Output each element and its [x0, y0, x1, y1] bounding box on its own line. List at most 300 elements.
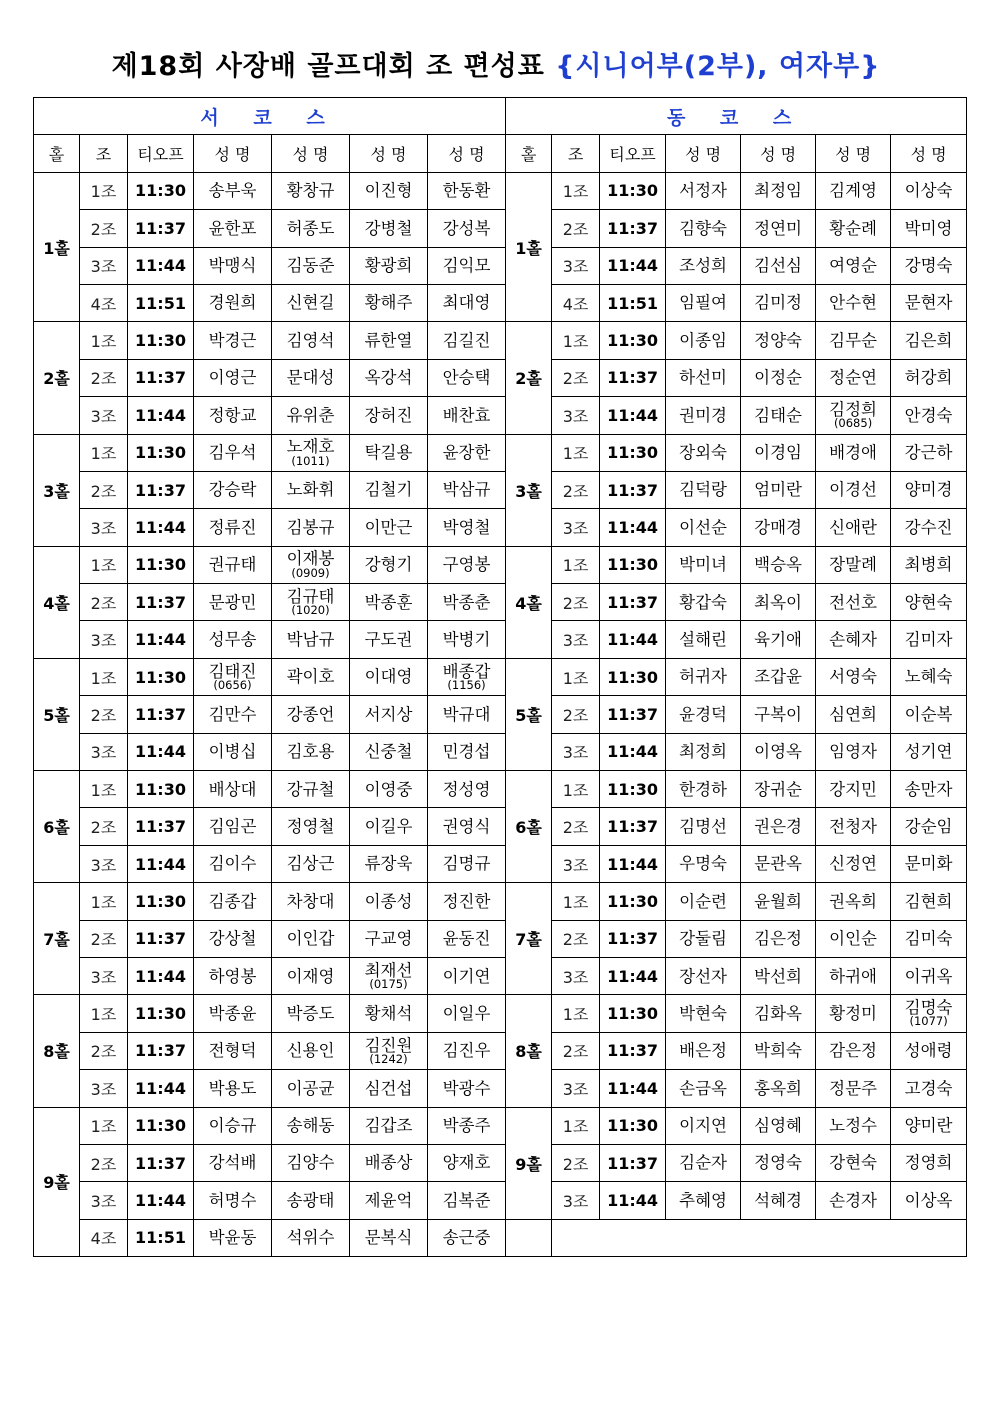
table-row: [34, 771, 967, 808]
east-group-cell: 3조: [552, 247, 600, 284]
west-player-cell: [194, 771, 272, 808]
west-player-cell: [272, 584, 350, 621]
east-hole-cell: 7홀: [506, 883, 552, 995]
player-name: 정진한: [442, 891, 491, 911]
player-name: 윤월희: [754, 891, 802, 911]
east-course-label: 동 코 스: [506, 98, 967, 135]
west-player-cell: [272, 957, 350, 994]
west-player-cell: [272, 1182, 350, 1219]
table-row: [34, 995, 967, 1032]
east-tee-time: 11:51: [600, 284, 666, 321]
west-player-cell: [194, 584, 272, 621]
east-tee-time: 11:37: [600, 808, 666, 845]
player-name: 강형기: [364, 555, 413, 575]
west-player-cell: [428, 584, 506, 621]
west-header-name-3: 성 명: [350, 135, 428, 172]
east-group-cell: 1조: [552, 1107, 600, 1144]
roster-body: [34, 98, 967, 1257]
east-player-cell: [666, 808, 741, 845]
east-hole-cell: 9홀: [506, 1107, 552, 1219]
east-group-cell: 3조: [552, 957, 600, 994]
east-player-cell: [741, 1182, 816, 1219]
west-player-cell: [350, 434, 428, 471]
player-name: 김미숙: [904, 929, 953, 949]
west-player-cell: [350, 172, 428, 209]
east-hole-cell: 1홀: [506, 172, 552, 322]
east-player-cell: [816, 771, 891, 808]
east-player-cell: [891, 995, 967, 1032]
west-player-cell: [428, 658, 506, 695]
west-player-cell: [272, 1219, 350, 1256]
east-player-cell: [816, 995, 891, 1032]
west-player-cell: [428, 434, 506, 471]
player-id: (1020): [291, 603, 330, 618]
east-player-cell: [666, 359, 741, 396]
west-tee-time: 11:51: [128, 284, 194, 321]
player-name: 한경하: [679, 779, 727, 799]
player-name: 이재영: [286, 966, 335, 986]
west-player-cell: [194, 658, 272, 695]
player-name: 엄미란: [754, 480, 802, 500]
player-name: 양재호: [442, 1153, 491, 1173]
player-name: 류한열: [364, 330, 413, 350]
east-group-cell: 1조: [552, 658, 600, 695]
west-player-cell: [194, 995, 272, 1032]
table-row: [34, 621, 967, 658]
player-name: 노정수: [829, 1116, 877, 1136]
east-player-cell: [741, 771, 816, 808]
west-player-cell: [350, 733, 428, 770]
player-name: 임필여: [679, 293, 727, 313]
east-tee-time: 11:30: [600, 322, 666, 359]
title-division: {시니어부(2부), 여자부}: [555, 51, 881, 82]
west-player-cell: [272, 397, 350, 434]
east-hole-cell: 6홀: [506, 771, 552, 883]
west-player-cell: [350, 808, 428, 845]
player-name: 권은경: [754, 816, 802, 836]
player-name: 박현숙: [679, 1003, 727, 1023]
player-name: 황해주: [364, 293, 413, 313]
table-row: [34, 1070, 967, 1107]
west-tee-time: 11:37: [128, 1032, 194, 1069]
west-player-cell: [272, 771, 350, 808]
west-hole-cell: 8홀: [34, 995, 80, 1107]
east-player-cell: [891, 808, 967, 845]
player-name: 김미자: [904, 630, 953, 649]
west-player-cell: [194, 845, 272, 882]
west-hole-cell: 6홀: [34, 771, 80, 883]
player-name: 석혜경: [754, 1190, 802, 1210]
player-name: 박영철: [442, 517, 491, 537]
player-name: 박선희: [754, 966, 802, 986]
table-row: [34, 883, 967, 920]
east-tee-time: 11:37: [600, 920, 666, 957]
east-player-cell: [816, 883, 891, 920]
player-name: 양미경: [904, 480, 953, 500]
east-player-cell: [816, 1032, 891, 1069]
east-player-cell: [816, 621, 891, 658]
west-player-cell: [194, 1107, 272, 1144]
east-player-cell: [891, 1144, 967, 1181]
west-player-cell: [350, 210, 428, 247]
player-name: 윤장한: [442, 443, 491, 463]
east-player-cell: [816, 733, 891, 770]
table-row: [34, 696, 967, 733]
west-player-cell: [194, 1219, 272, 1256]
table-row: [34, 210, 967, 247]
player-name: 장말례: [829, 555, 877, 575]
west-player-cell: [428, 1032, 506, 1069]
east-player-cell: [816, 920, 891, 957]
player-name: 배종상: [364, 1153, 413, 1173]
east-player-cell: [666, 696, 741, 733]
player-name: 박윤동: [208, 1228, 257, 1248]
west-hole-cell: 3홀: [34, 434, 80, 546]
table-row: [34, 658, 967, 695]
east-tee-time: 11:44: [600, 247, 666, 284]
player-name: 정연미: [754, 218, 802, 238]
east-player-cell: [666, 509, 741, 546]
west-group-cell: 2조: [80, 696, 128, 733]
player-name: 문복식: [364, 1228, 413, 1248]
east-player-cell: [891, 1070, 967, 1107]
player-name: 이기연: [442, 966, 491, 986]
west-player-cell: [194, 210, 272, 247]
east-player-cell: [816, 1107, 891, 1144]
player-name: 심연희: [829, 704, 877, 724]
player-name: 강종언: [286, 704, 335, 724]
east-player-cell: [741, 920, 816, 957]
west-player-cell: [194, 322, 272, 359]
east-player-cell: [891, 359, 967, 396]
east-player-cell: [891, 733, 967, 770]
east-player-cell: [891, 284, 967, 321]
east-group-cell: 1조: [552, 995, 600, 1032]
east-player-cell: [891, 696, 967, 733]
player-name: 이인순: [829, 929, 877, 949]
west-player-cell: [428, 471, 506, 508]
east-player-cell: [666, 658, 741, 695]
east-hole-cell: 8홀: [506, 995, 552, 1107]
west-group-cell: 3조: [80, 397, 128, 434]
east-player-cell: [741, 883, 816, 920]
west-tee-time: 11:44: [128, 509, 194, 546]
player-name: 김선심: [754, 256, 802, 276]
west-group-cell: 2조: [80, 1144, 128, 1181]
east-header-hole: 홀: [506, 135, 552, 172]
east-player-cell: [741, 1144, 816, 1181]
player-name: 신중철: [364, 742, 413, 762]
east-header-group: 조: [552, 135, 600, 172]
player-name: 차창대: [286, 891, 335, 911]
east-player-cell: [891, 771, 967, 808]
west-player-cell: [428, 1182, 506, 1219]
west-player-cell: [350, 471, 428, 508]
west-player-cell: [350, 397, 428, 434]
player-name: 성애령: [904, 1041, 953, 1061]
player-name: 김정희: [829, 399, 877, 419]
player-name: 정영철: [286, 816, 335, 836]
east-tee-time: 11:30: [600, 1107, 666, 1144]
player-id: (1242): [369, 1051, 408, 1066]
west-hole-cell: 9홀: [34, 1107, 80, 1257]
west-tee-time: 11:37: [128, 359, 194, 396]
table-row: [34, 1219, 967, 1256]
player-name: 박미영: [904, 218, 953, 238]
player-name: 윤한포: [208, 218, 257, 238]
east-empty-cell: [506, 1219, 552, 1256]
east-player-cell: [891, 1107, 967, 1144]
west-player-cell: [272, 808, 350, 845]
west-player-cell: [194, 808, 272, 845]
table-row: [34, 172, 967, 209]
player-name: 전청자: [829, 816, 877, 836]
west-group-cell: 1조: [80, 172, 128, 209]
west-player-cell: [272, 1032, 350, 1069]
player-name: 정양숙: [754, 330, 802, 350]
east-player-cell: [816, 658, 891, 695]
player-name: 김종갑: [208, 891, 257, 911]
west-player-cell: [350, 247, 428, 284]
west-player-cell: [428, 995, 506, 1032]
west-player-cell: [272, 658, 350, 695]
west-header-name-2: 성 명: [272, 135, 350, 172]
west-player-cell: [272, 509, 350, 546]
table-row: [34, 733, 967, 770]
west-player-cell: [428, 621, 506, 658]
player-name: 황광희: [364, 256, 413, 276]
east-group-cell: 1조: [552, 883, 600, 920]
player-id: (1156): [447, 677, 486, 692]
east-group-cell: 2조: [552, 210, 600, 247]
west-player-cell: [272, 696, 350, 733]
east-player-cell: [741, 957, 816, 994]
player-name: 박미녀: [679, 555, 727, 575]
west-player-cell: [194, 247, 272, 284]
table-row: [34, 247, 967, 284]
table-row: [34, 957, 967, 994]
player-name: 송만자: [904, 779, 953, 799]
player-name: 송부욱: [208, 181, 257, 201]
table-row: [34, 808, 967, 845]
east-player-cell: [891, 1182, 967, 1219]
west-player-cell: [272, 883, 350, 920]
east-player-cell: [741, 172, 816, 209]
east-player-cell: [666, 584, 741, 621]
player-name: 윤경덕: [679, 704, 727, 724]
east-player-cell: [816, 1182, 891, 1219]
east-player-cell: [816, 509, 891, 546]
player-name: 이영근: [208, 368, 257, 388]
west-hole-cell: 7홀: [34, 883, 80, 995]
player-name: 김봉규: [286, 517, 335, 537]
west-player-cell: [350, 1144, 428, 1181]
player-name: 육기애: [754, 630, 802, 649]
west-player-cell: [272, 920, 350, 957]
player-name: 허명수: [208, 1190, 257, 1210]
west-player-cell: [194, 172, 272, 209]
west-course-label: 서 코 스: [34, 98, 506, 135]
west-player-cell: [428, 845, 506, 882]
player-name: 이영옥: [754, 742, 802, 762]
west-tee-time: 11:44: [128, 957, 194, 994]
west-group-cell: 1조: [80, 546, 128, 583]
player-name: 유위춘: [286, 405, 335, 425]
east-player-cell: [816, 1070, 891, 1107]
west-tee-time: 11:37: [128, 808, 194, 845]
west-player-cell: [272, 845, 350, 882]
player-name: 문미화: [904, 854, 953, 874]
east-player-cell: [666, 434, 741, 471]
east-header-tee: 티오프: [600, 135, 666, 172]
player-name: 구도권: [364, 630, 413, 649]
west-tee-time: 11:30: [128, 172, 194, 209]
player-name: 박규대: [442, 704, 491, 724]
player-name: 이종임: [679, 330, 727, 350]
west-hole-cell: 4홀: [34, 546, 80, 658]
west-group-cell: 2조: [80, 1032, 128, 1069]
player-id: (0909): [291, 565, 330, 580]
player-name: 문관옥: [754, 854, 802, 874]
player-name: 임영자: [829, 742, 877, 762]
west-tee-time: 11:30: [128, 771, 194, 808]
table-row: [34, 322, 967, 359]
west-player-cell: [350, 658, 428, 695]
west-group-cell: 1조: [80, 995, 128, 1032]
player-name: 이인갑: [286, 929, 335, 949]
west-hole-cell: 2홀: [34, 322, 80, 434]
west-player-cell: [194, 621, 272, 658]
west-player-cell: [272, 733, 350, 770]
player-name: 김미정: [754, 293, 802, 313]
player-name: 이순련: [679, 891, 727, 911]
west-player-cell: [194, 397, 272, 434]
player-name: 정항교: [208, 405, 257, 425]
west-player-cell: [272, 434, 350, 471]
player-name: 석위수: [286, 1228, 335, 1248]
west-player-cell: [428, 546, 506, 583]
player-name: 김진우: [442, 1041, 491, 1061]
east-player-cell: [741, 210, 816, 247]
player-name: 정성영: [442, 779, 491, 799]
player-name: 배찬효: [442, 405, 491, 425]
table-row: [34, 434, 967, 471]
east-tee-time: 11:30: [600, 658, 666, 695]
west-player-cell: [428, 397, 506, 434]
west-player-cell: [194, 733, 272, 770]
east-header-name-1: 성 명: [666, 135, 741, 172]
east-player-cell: [741, 995, 816, 1032]
west-player-cell: [194, 359, 272, 396]
east-group-cell: 1조: [552, 546, 600, 583]
east-header-name-2: 성 명: [741, 135, 816, 172]
player-name: 서지상: [364, 704, 413, 724]
west-player-cell: [428, 957, 506, 994]
player-name: 김만수: [208, 704, 257, 724]
west-player-cell: [272, 172, 350, 209]
player-id: (0656): [213, 677, 252, 692]
player-name: 이공균: [286, 1078, 335, 1098]
player-name: 허종도: [286, 218, 335, 238]
west-group-cell: 3조: [80, 1070, 128, 1107]
west-group-cell: 3조: [80, 733, 128, 770]
east-player-cell: [816, 957, 891, 994]
west-player-cell: [272, 621, 350, 658]
east-player-cell: [816, 397, 891, 434]
player-name: 강둘림: [679, 929, 727, 949]
west-player-cell: [428, 359, 506, 396]
west-player-cell: [272, 471, 350, 508]
player-name: 이진형: [364, 181, 413, 201]
player-name: 최대영: [442, 293, 491, 313]
player-name: 정영숙: [754, 1153, 802, 1173]
east-tee-time: 11:30: [600, 172, 666, 209]
west-player-cell: [428, 210, 506, 247]
player-name: 이대영: [364, 667, 413, 687]
west-tee-time: 11:44: [128, 733, 194, 770]
west-tee-time: 11:37: [128, 696, 194, 733]
west-player-cell: [272, 359, 350, 396]
west-tee-time: 11:30: [128, 883, 194, 920]
west-tee-time: 11:44: [128, 621, 194, 658]
west-tee-time: 11:30: [128, 546, 194, 583]
course-row: [34, 98, 967, 135]
table-row: [34, 546, 967, 583]
player-name: 박종윤: [208, 1003, 257, 1023]
player-name: 이정순: [754, 368, 802, 388]
east-player-cell: [741, 696, 816, 733]
west-player-cell: [428, 1219, 506, 1256]
player-name: 하선미: [679, 368, 727, 388]
player-name: 김우석: [208, 443, 257, 463]
east-player-cell: [666, 883, 741, 920]
player-name: 강순임: [904, 816, 953, 836]
west-player-cell: [350, 359, 428, 396]
player-name: 허귀자: [679, 667, 727, 687]
west-player-cell: [350, 322, 428, 359]
west-player-cell: [272, 284, 350, 321]
player-name: 김철기: [364, 480, 413, 500]
player-name: 추혜영: [679, 1190, 727, 1210]
east-player-cell: [816, 1144, 891, 1181]
player-name: 박종주: [442, 1116, 491, 1136]
west-player-cell: [194, 284, 272, 321]
player-name: 배은정: [679, 1041, 727, 1061]
player-name: 최옥이: [754, 592, 802, 612]
west-group-cell: 2조: [80, 584, 128, 621]
east-player-cell: [666, 995, 741, 1032]
player-name: 김태진: [208, 661, 257, 681]
player-name: 황정미: [829, 1003, 877, 1023]
player-name: 한동환: [442, 181, 491, 201]
east-player-cell: [741, 658, 816, 695]
player-name: 김길진: [442, 330, 491, 350]
player-name: 경원희: [208, 293, 257, 313]
west-player-cell: [350, 771, 428, 808]
player-name: 이상숙: [904, 181, 953, 201]
west-group-cell: 2조: [80, 471, 128, 508]
player-name: 장외숙: [679, 443, 727, 463]
east-group-cell: 2조: [552, 696, 600, 733]
west-player-cell: [350, 509, 428, 546]
east-tee-time: 11:44: [600, 509, 666, 546]
west-player-cell: [350, 1070, 428, 1107]
west-group-cell: 1조: [80, 434, 128, 471]
player-name: 이재봉: [286, 549, 335, 569]
west-group-cell: 1조: [80, 322, 128, 359]
player-name: 강성복: [442, 218, 491, 238]
east-player-cell: [891, 1032, 967, 1069]
